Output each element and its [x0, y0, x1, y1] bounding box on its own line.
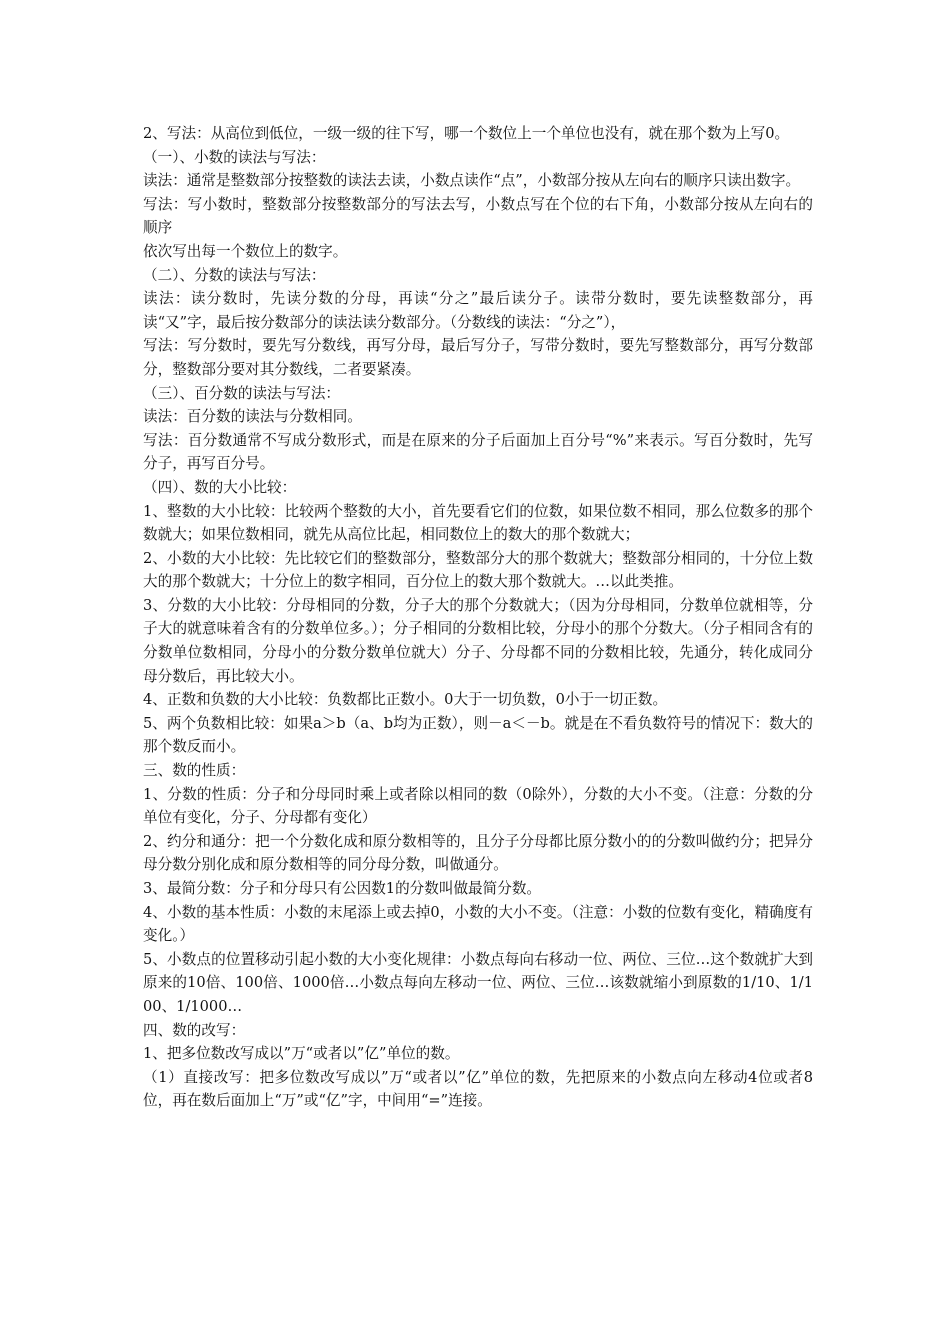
paragraph-fraction-writing: 写法：写分数时，要先写分数线，再写分母，最后写分子，写带分数时，要先写整数部分，再写分数部分，整数部分要对其分数线，二者要紧凑。 — [143, 337, 813, 378]
paragraph-direct-rewrite: （1）直接改写：把多位数改写成以”万“或者以”亿”单位的数，先把原来的小数点向左移动4位或者8位，再在数后面加上“万”或“亿”字，中间用“=”连接。 — [143, 1068, 813, 1110]
heading-number-properties: 三、数的性质： — [143, 762, 246, 780]
heading-number-comparison: （四）、数的大小比较： — [143, 478, 297, 496]
paragraph-rewrite-units: 1、把多位数改写成以”万“或者以”亿”单位的数。 — [143, 1045, 460, 1063]
paragraph-percent-reading: 读法：百分数的读法与分数相同。 — [143, 408, 362, 426]
paragraph-decimal-reading: 读法：通常是整数部分按整数的读法去读，小数点读作“点”，小数部分按从左向右的顺序只读出数字。 — [143, 172, 801, 190]
paragraph-writing-method: 2、写法：从高位到低位，一级一级的往下写，哪一个数位上一个单位也没有，就在那个数为上写0。 — [143, 125, 790, 142]
paragraph-fraction-property: 1、分数的性质：分子和分母同时乘上或者除以相同的数（0除外），分数的大小不变。（注意：分数的分单位有变化，分子、分母都有变化） — [143, 785, 813, 827]
paragraph-positive-negative-comparison: 4、正数和负数的大小比较：负数都比正数小。0大于一切负数，0小于一切正数。 — [143, 691, 668, 709]
paragraph-integer-comparison: 1、整数的大小比较：比较两个整数的大小，首先要看它们的位数，如果位数不相同，那么位数多的那个数就大；如果位数相同，就先从高位比起，相同数位上的数大的那个数就大； — [143, 502, 813, 544]
paragraph-negative-comparison: 5、两个负数相比较：如果a＞b（a、b均为正数），则－a＜－b。就是在不看负数符号的情况下：数大的那个数反而小。 — [143, 714, 813, 756]
paragraph-percent-writing: 写法：百分数通常不写成分数形式，而是在原来的分子后面加上百分号“%”来表示。写百分数时，先写分子，再写百分号。 — [143, 431, 813, 473]
paragraph-fraction-comparison: 3、分数的大小比较：分母相同的分数，分子大的那个分数就大；（因为分母相同，分数单位就相等，分子大的就意味着含有的分数单位多。）；分子相同的分数相比较，分母小的那个分数大。（分子相同含有的分数单位数相同，分母小的分数分数单位就大）分子、分母都不同的分数相比较，先通分，转化成同分母分数后，再比较大小。 — [143, 596, 813, 685]
paragraph-decimal-writing-cont: 依次写出每一个数位上的数字。 — [143, 242, 348, 260]
paragraph-decimal-writing: 写法：写小数时，整数部分按整数部分的写法去写，小数点写在个位的右下角，小数部分按从左向右的顺序 — [143, 195, 813, 237]
paragraph-fraction-reading: 读法：读分数时，先读分数的分母，再读“分之”最后读分子。读带分数时，要先读整数部分，再读“又”字，最后按分数部分的读法读分数部分。（分数线的读法：“分之”）， — [143, 290, 813, 331]
heading-fraction-read-write: （二）、分数的读法与写法： — [143, 266, 326, 284]
heading-percent-read-write: （三）、百分数的读法与写法： — [143, 384, 341, 402]
document-page — [143, 122, 813, 1113]
paragraph-simplest-fraction: 3、最简分数：分子和分母只有公因数1的分数叫做最简分数。 — [143, 880, 542, 897]
heading-number-rewriting: 四、数的改写： — [143, 1021, 246, 1039]
paragraph-decimal-property: 4、小数的基本性质：小数的末尾添上或去掉0，小数的大小不变。（注意：小数的位数有变化，精确度有变化。） — [143, 903, 813, 945]
paragraph-decimal-comparison: 2、小数的大小比较：先比较它们的整数部分，整数部分大的那个数就大；整数部分相同的，十分位上数大的那个数就大；十分位上的数字相同，百分位上的数大那个数就大。…以此类推。 — [143, 549, 813, 591]
heading-decimal-read-write: （一）、小数的读法与写法： — [143, 148, 326, 166]
paragraph-decimal-point-shift: 5、小数点的位置移动引起小数的大小变化规律：小数点每向右移动一位、两位、三位…这个数就扩大到原来的10倍、100倍、1000倍…小数点每向左移动一位、两位、三位…该数就缩小到原数的1/10、1/100、1/1000… — [143, 950, 813, 1015]
paragraph-reduction-common-denominator: 2、约分和通分：把一个分数化成和原分数相等的，且分子分母都比原分数小的的分数叫做约分；把异分母分数分别化成和原分数相等的同分母分数，叫做通分。 — [143, 832, 813, 874]
